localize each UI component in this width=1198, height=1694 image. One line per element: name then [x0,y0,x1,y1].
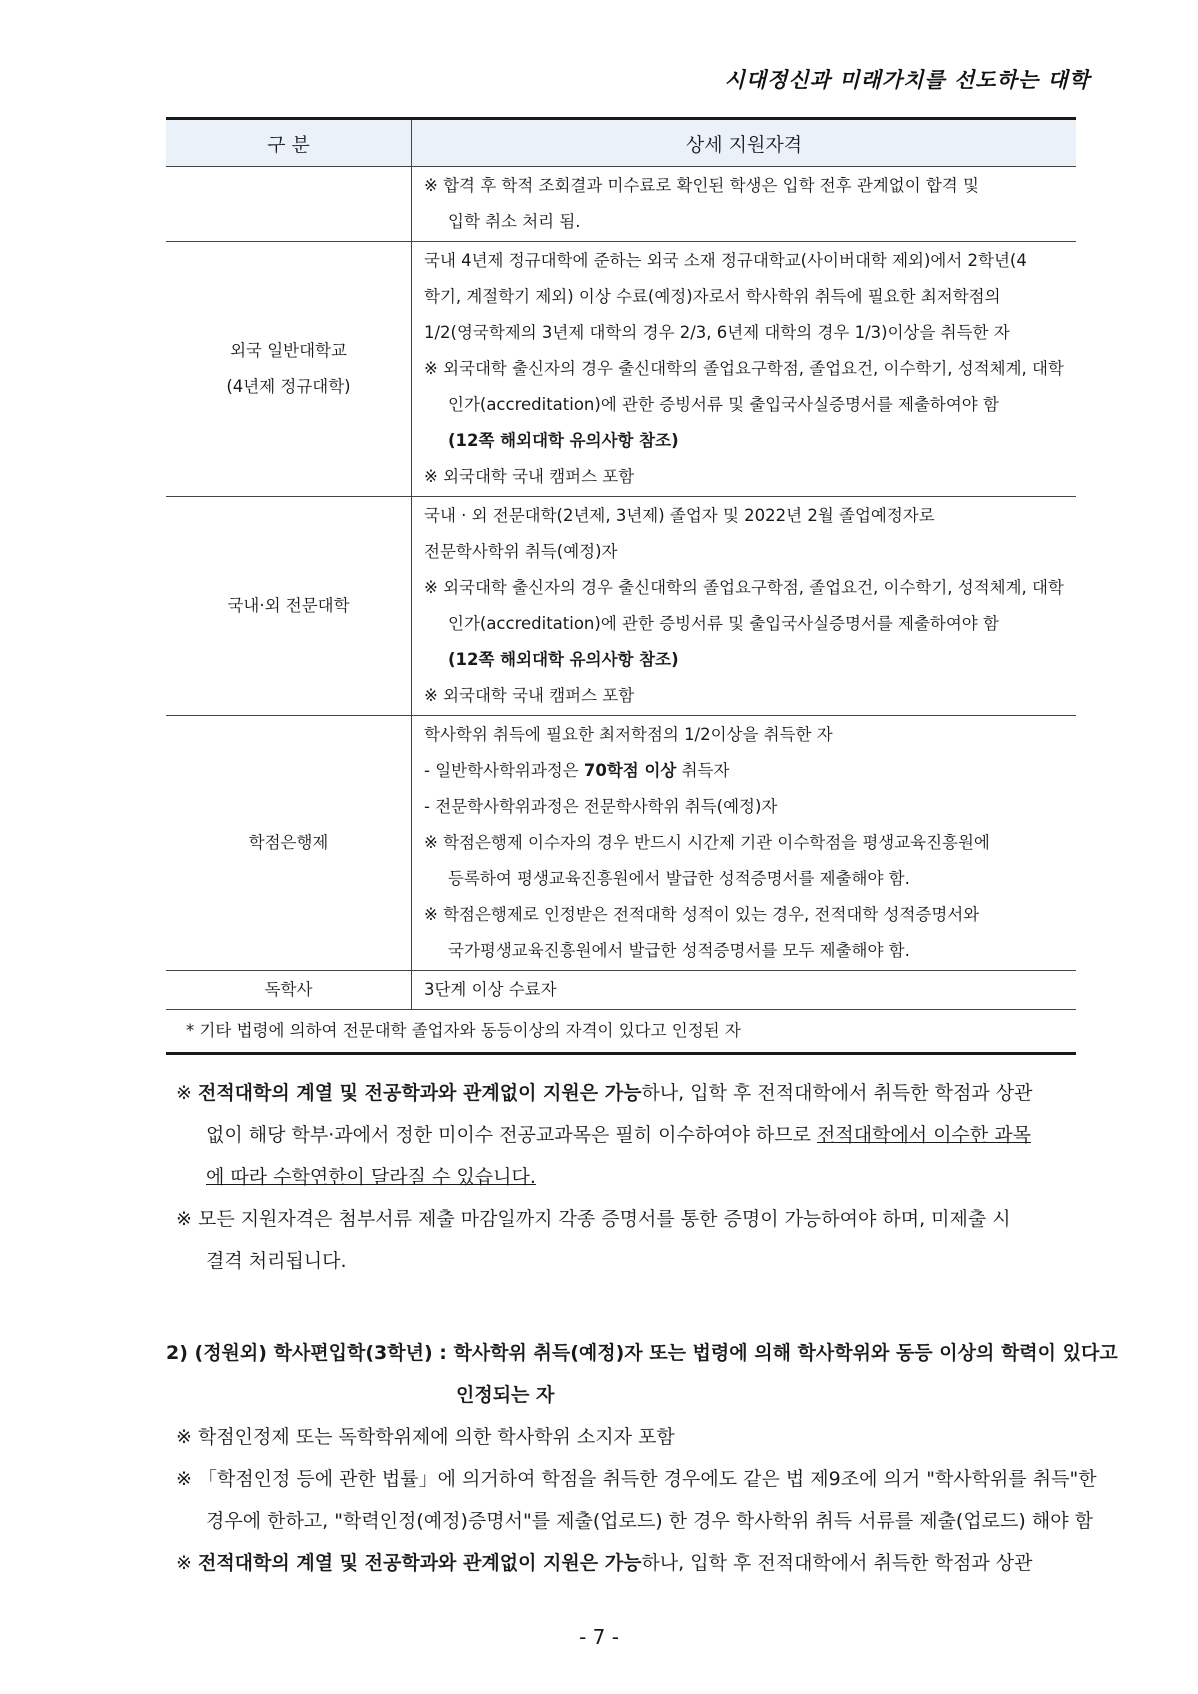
qualification-table [166,117,1076,1055]
category-label: (4년제 정규대학) [226,377,351,396]
table-row [166,497,1076,716]
section-heading-continued: 인정되는 자 [456,1384,555,1406]
detail-line: ※ 학점은행제로 인정받은 전적대학 성적이 있는 경우, 전적대학 성적증명서와 [424,905,980,924]
notes-block-1 [176,1072,1098,1282]
note-line: 결격 처리됩니다. [206,1250,347,1272]
detail-line: 국내 4년제 정규대학에 준하는 외국 소재 정규대학교(사이버대학 제외)에서 2학년(4 [424,251,1027,270]
category-cell [166,167,412,242]
table-row [166,242,1076,497]
detail-line: 인가(accreditation)에 관한 증빙서류 및 출입국사실증명서를 제출하여야 함 [448,395,999,414]
detail-text: 취득자 [676,761,730,780]
note-mark: ※ [176,1552,198,1574]
table-row [166,167,1076,242]
detail-text: - 일반학사학위과정은 [424,761,584,780]
detail-line: ※ 합격 후 학적 조회결과 미수료로 확인된 학생은 입학 전후 관계없이 합격 및 [424,176,979,195]
note-line [176,1114,1098,1156]
detail-line: ※ 학점은행제 이수자의 경우 반드시 시간제 기관 이수학점을 평생교육진흥원에 [424,833,990,852]
detail-cell [412,971,1077,1010]
detail-line: (12쪽 해외대학 유의사항 참조) [448,650,679,669]
note-underlined-text: 전적대학에서 이수한 과목 [817,1124,1032,1146]
column-header-details: 상세 지원자격 [412,119,1077,167]
detail-line: 국내 · 외 전문대학(2년제, 3년제) 졸업자 및 2022년 2월 졸업예정자로 [424,506,935,525]
detail-cell [412,242,1077,497]
detail-line: ※ 외국대학 출신자의 경우 출신대학의 졸업요구학점, 졸업요건, 이수학기, 성적체계, 대학 [424,578,1064,597]
column-header-category: 구 분 [166,119,412,167]
section-heading: 2) (정원외) 학사편입학(3학년) : 학사학위 취득(예정)자 또는 법령에 의해 학사학위와 동등 이상의 학력이 있다고 [166,1342,1118,1364]
note-line [176,1072,1098,1114]
note-line [176,1542,1098,1584]
category-cell [166,497,412,716]
table-header-row [166,119,1076,167]
table-row [166,971,1076,1010]
detail-line: 입학 취소 처리 됨. [448,212,581,231]
note-bold-text: 전적대학의 계열 및 전공학과와 관계없이 지원은 가능 [197,1552,642,1574]
category-cell [166,242,412,497]
detail-line: 전문학사학위 취득(예정)자 [424,542,618,561]
detail-line: 학사학위 취득에 필요한 최저학점의 1/2이상을 취득한 자 [424,725,833,744]
category-label: 독학사 [264,980,313,999]
note-underlined-text: 에 따라 수학연한이 달라질 수 있습니다. [206,1166,536,1188]
note-line: ※ 학점인정제 또는 독학학위제에 의한 학사학위 소지자 포함 [176,1426,675,1448]
detail-cell [412,497,1077,716]
note-line: ※ 모든 지원자격은 첨부서류 제출 마감일까지 각종 증명서를 통한 증명이 가능하여야 하며, 미제출 시 [176,1208,1011,1230]
notes-block-2 [176,1416,1098,1584]
category-cell [166,716,412,971]
detail-line: ※ 외국대학 국내 캠퍼스 포함 [424,686,635,705]
note-line: ※ 「학점인정 등에 관한 법률」에 의거하여 학점을 취득한 경우에도 같은 법 제9조에 의거 "학사학위를 취득"한 [176,1468,1097,1490]
table-footnote-row [166,1010,1076,1054]
category-label: 국내·외 전문대학 [227,596,350,615]
detail-line: 등록하여 평생교육진흥원에서 발급한 성적증명서를 제출해야 함. [448,869,910,888]
note-text: 하나, 입학 후 전적대학에서 취득한 학점과 상관 [641,1552,1033,1574]
detail-line: 1/2(영국학제의 3년제 대학의 경우 2/3, 6년제 대학의 경우 1/3)이상을 취득한 자 [424,323,1010,342]
detail-cell [412,167,1077,242]
note-mark: ※ [176,1082,198,1104]
detail-line: 인가(accreditation)에 관한 증빙서류 및 출입국사실증명서를 제출하여야 함 [448,614,999,633]
note-line [176,1156,1098,1198]
detail-bold-text: 70학점 이상 [583,761,677,780]
detail-line: ※ 외국대학 출신자의 경우 출신대학의 졸업요구학점, 졸업요건, 이수학기, 성적체계, 대학 [424,359,1064,378]
detail-line [424,753,1066,789]
page-number: - 7 - [579,1625,619,1649]
header-slogan: 시대정신과 미래가치를 선도하는 대학 [724,67,1090,92]
category-cell [166,971,412,1010]
detail-line: - 전문학사학위과정은 전문학사학위 취득(예정)자 [424,797,778,816]
detail-cell [412,716,1077,971]
detail-line: 3단계 이상 수료자 [424,980,557,999]
note-bold-text: 전적대학의 계열 및 전공학과와 관계없이 지원은 가능 [197,1082,642,1104]
note-text: 없이 해당 학부·과에서 정한 미이수 전공교과목은 필히 이수하여야 하므로 [206,1124,818,1146]
table-footnote: * 기타 법령에 의하여 전문대학 졸업자와 동등이상의 자격이 있다고 인정된 자 [166,1010,1076,1054]
detail-line: 학기, 계절학기 제외) 이상 수료(예정)자로서 학사학위 취득에 필요한 최저학점의 [424,287,1001,306]
note-line: 경우에 한하고, "학력인정(예정)증명서"를 제출(업로드) 한 경우 학사학위 취득 서류를 제출(업로드) 해야 함 [206,1510,1093,1532]
table-row [166,716,1076,971]
table-body [166,167,1076,1054]
category-label: 외국 일반대학교 [230,341,347,360]
detail-line: ※ 외국대학 국내 캠퍼스 포함 [424,467,635,486]
detail-line: (12쪽 해외대학 유의사항 참조) [448,431,679,450]
note-text: 하나, 입학 후 전적대학에서 취득한 학점과 상관 [641,1082,1033,1104]
detail-line: 국가평생교육진흥원에서 발급한 성적증명서를 모두 제출해야 함. [448,941,910,960]
category-label: 학점은행제 [248,833,329,852]
